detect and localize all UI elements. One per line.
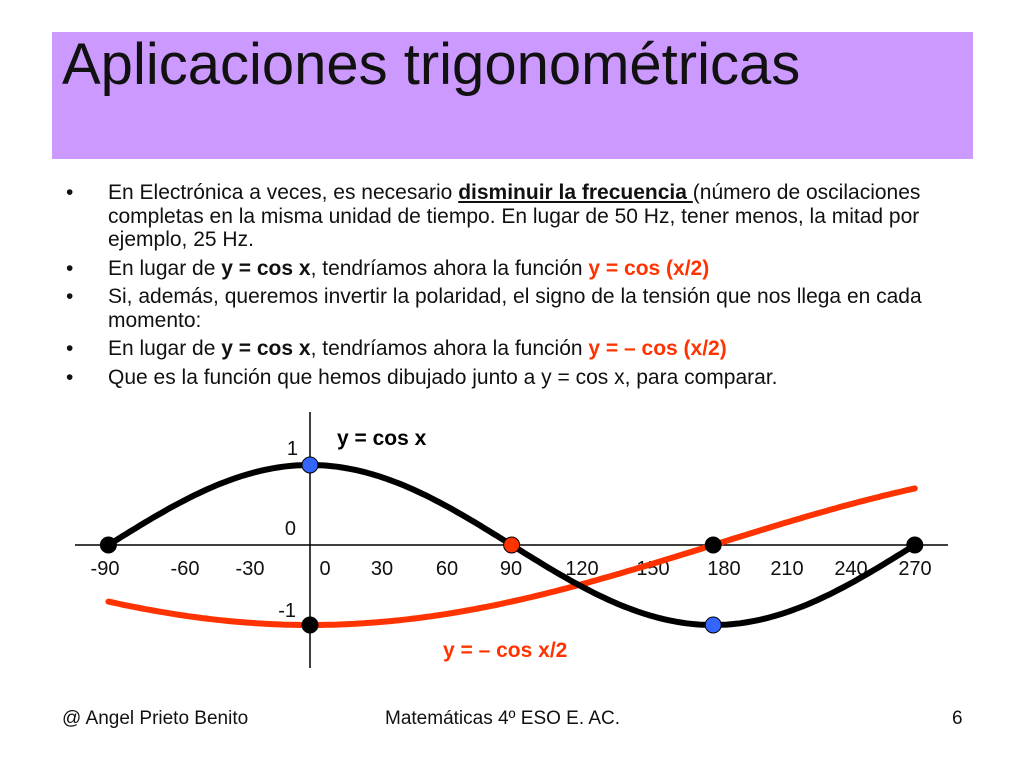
bullet-bold: y = cos x xyxy=(221,337,311,360)
y-tick-label: -1 xyxy=(278,600,296,622)
neg-cos-half-curve xyxy=(108,488,914,625)
x-tick-label: -90 xyxy=(90,558,120,580)
x-tick-label: -30 xyxy=(235,558,265,580)
marked-point xyxy=(302,617,318,633)
y-tick-label: 0 xyxy=(284,518,296,540)
marked-point xyxy=(907,537,923,553)
bullet-emphasis: disminuir la frecuencia xyxy=(458,181,693,204)
bullet-text: Que es la función que hemos dibujado junto a y = cos x, para comparar. xyxy=(108,365,778,389)
bullet-text: En Electrónica a veces, es necesario xyxy=(108,181,459,204)
footer-course: Matemáticas 4º ESO E. AC. xyxy=(385,708,621,729)
marked-point xyxy=(302,457,318,473)
x-tick-label: 90 xyxy=(499,558,523,580)
x-tick-label: 0 xyxy=(319,558,331,580)
marked-point xyxy=(504,537,520,553)
bullet-text: , tendríamos ahora la función xyxy=(310,256,589,280)
marked-point xyxy=(705,537,721,553)
bullet-text: En lugar de xyxy=(108,256,222,280)
x-tick-label: 210 xyxy=(770,558,804,580)
bullet-dot: • xyxy=(66,256,74,280)
marked-point xyxy=(705,617,721,633)
series-label-neg-cos: y = – cos x/2 xyxy=(443,639,568,662)
x-tick-label: -60 xyxy=(170,558,200,580)
y-tick-label: 1 xyxy=(286,438,298,460)
bullet-dot: • xyxy=(66,365,74,389)
bullet-text: (número de oscilaciones completas en la misma unidad de tiempo. En lugar de 50 Hz, tener menos, la mitad por ejemplo, 25 Hz. xyxy=(108,181,921,251)
bullet-text: En lugar de xyxy=(108,337,222,360)
bullet-dot: • xyxy=(66,285,74,308)
x-tick-label: 240 xyxy=(834,558,868,580)
bullet-text: Si, además, queremos invertir la polaridad, el signo de la tensión que nos llega en cada momento: xyxy=(108,285,922,332)
bullet-text: , tendríamos ahora la función xyxy=(310,337,589,360)
x-tick-label: 30 xyxy=(370,558,394,580)
x-tick-label: 120 xyxy=(565,558,599,580)
bullet-dot: • xyxy=(66,181,74,204)
bullet-formula: y = – cos (x/2) xyxy=(588,337,727,360)
x-tick-label: 180 xyxy=(707,558,741,580)
slide-title: Aplicaciones trigonométricas xyxy=(62,32,801,97)
bullet-bold: y = cos x xyxy=(221,256,311,280)
footer-page-number: 6 xyxy=(952,708,963,729)
bullet-formula: y = cos (x/2) xyxy=(588,256,710,280)
bullet-dot: • xyxy=(66,337,74,360)
series-label-cos: y = cos x xyxy=(337,427,427,450)
footer-author: @ Angel Prieto Benito xyxy=(62,708,249,729)
marked-point xyxy=(100,537,116,553)
x-tick-label: 270 xyxy=(898,558,932,580)
x-tick-label: 150 xyxy=(636,558,670,580)
x-tick-label: 60 xyxy=(435,558,459,580)
